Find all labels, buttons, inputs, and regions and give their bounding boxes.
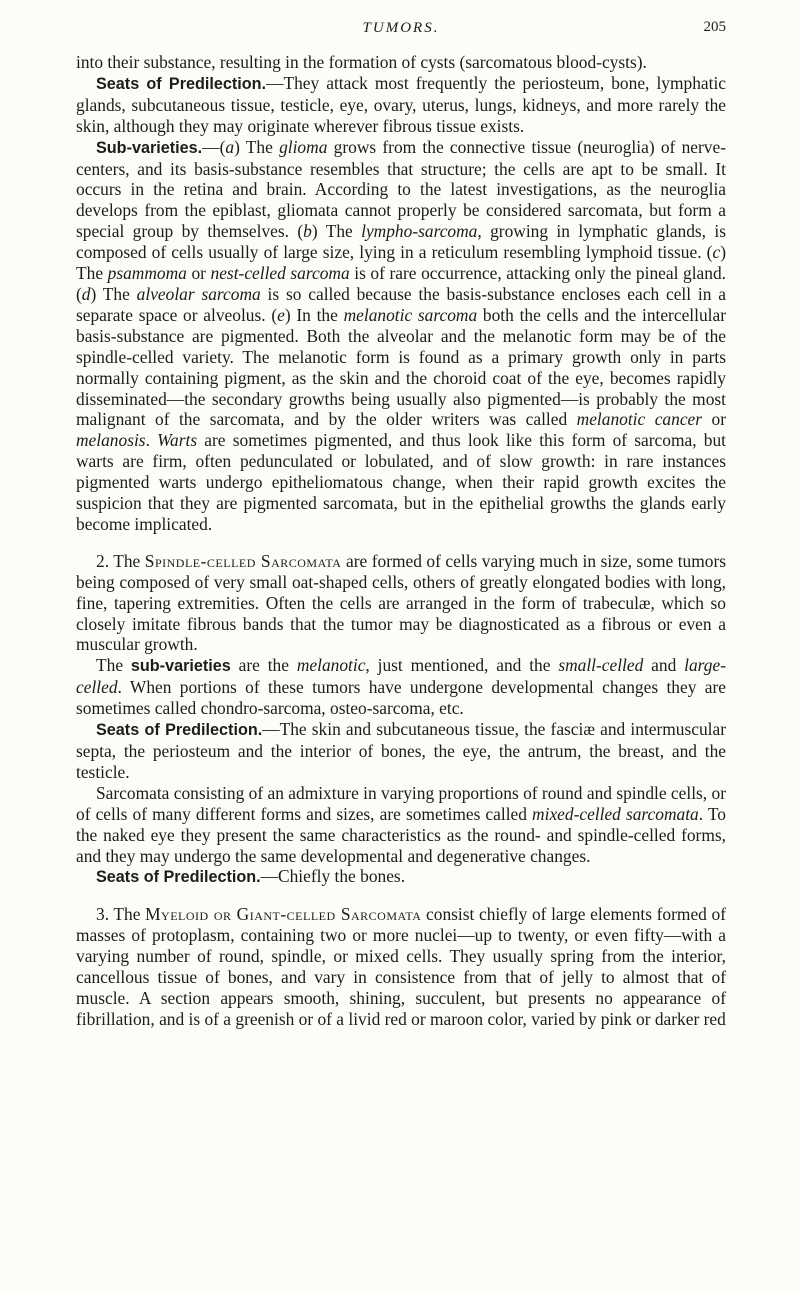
text-run: . When portions of these tumors have undergone developmental changes they are sometimes called chondro-sarcoma, osteo-sarcoma, etc. bbox=[76, 677, 726, 719]
italic-term: b bbox=[303, 221, 312, 242]
italic-term: e bbox=[277, 304, 285, 325]
text-run: is of rare occurrence, attacking only the pineal gland. ( bbox=[76, 263, 726, 304]
small-caps-heading: Myeloid or Giant-celled Sarcomata bbox=[145, 904, 422, 925]
text-run: grows from the connective tissue (neuroglia) of nerve-centers, and its basis-substance resembles that structure; the cells are apt to be small. It occurs in the retina and brain. According to the latest investigations, as the neuroglia develops from the epiblast, gliomata cannot properly be considered sarcomata, but form a special group by themselves. ( bbox=[76, 136, 726, 242]
text-run: or bbox=[702, 409, 726, 430]
body-text bbox=[76, 52, 726, 1030]
text-run: —Chiefly the bones. bbox=[260, 866, 406, 887]
paragraph-cyst-formation bbox=[76, 52, 726, 73]
run-in-heading: Seats of Predilection. bbox=[96, 868, 261, 887]
run-in-heading: Seats of Predilection. bbox=[96, 74, 267, 93]
text-run: ) The bbox=[76, 242, 726, 284]
text-run: —( bbox=[202, 136, 226, 157]
paragraph-myeloid-sarcomata bbox=[76, 904, 726, 1029]
text-run: 3. The bbox=[96, 904, 146, 925]
running-title: TUMORS. bbox=[362, 20, 440, 36]
text-run: are formed of cells varying much in size, some tumors being composed of very small oat-shaped cells, others of greatly elongated bodies with long, fine, tapering extremities. Often the cells are arranged in the form of trabeculæ, which so closely imitate fibrous bands that the tumor may be diagnosticated as a fibrous or even a muscular growth. bbox=[76, 550, 726, 655]
paragraph-mixed-celled-sarcomata bbox=[76, 783, 726, 867]
paragraph-spindle-seats-of-predilection bbox=[76, 719, 726, 783]
italic-term: d bbox=[81, 283, 91, 304]
italic-term: alveolar sarcoma bbox=[136, 283, 261, 304]
text-run: both the cells and the intercellular basis-substance are pigmented. Both the alveolar and the melanotic form may be of the spindle-celled variety. The melanotic form is found as a primary growth only in parts normally containing pigment, as the skin and the choroid coat of the eye, becomes rapidly disseminated—the secondary growths being usually also pigmented—is probably the most malignant of the sarcomata, and by the older writers was called bbox=[76, 304, 726, 430]
italic-term: lympho-sarcoma bbox=[361, 221, 478, 242]
text-run: and bbox=[643, 655, 685, 676]
italic-term: c bbox=[712, 242, 721, 263]
italic-term: melanotic sarcoma bbox=[343, 304, 478, 325]
text-run: or bbox=[186, 263, 211, 284]
italic-term: melanotic bbox=[296, 655, 366, 676]
italic-term: mixed-celled sarcomata bbox=[532, 803, 699, 824]
italic-term: Warts bbox=[157, 430, 198, 451]
text-run: are sometimes pigmented, and thus look like this form of sarcoma, but warts are firm, often pedunculated or lobulated, and of slow growth: in rare instances pigmented warts undergo epitheliomatous change, when their rapid growth excites the suspicion that they are pigmented sarcomata, but in the epithelial growths the glands early become implicated. bbox=[76, 430, 726, 534]
run-in-heading: Sub-varieties. bbox=[96, 138, 203, 157]
text-run: ) The bbox=[234, 136, 280, 157]
page-number: 205 bbox=[703, 19, 726, 35]
text-run: ) The bbox=[90, 283, 137, 304]
text-run: consist chiefly of large elements formed of masses of protoplasm, containing two or more nuclei—up to twenty, or even fifty—with a varying number of round, spindle, or mixed cells. They usually spring from the interior, cancellous tissue of bones, and vary in consistence from that of jelly to almost that of muscle. A section appears smooth, shining, succulent, but presents no appearance of fibrillation, and is of a greenish or of a livid red or maroon color, varied by pink or darker red bbox=[76, 904, 727, 1029]
italic-term: glioma bbox=[279, 136, 328, 157]
text-run: 2. The bbox=[96, 550, 145, 571]
text-run: is so called because the basis-substance encloses each cell in a separate space or alveolus. ( bbox=[76, 283, 726, 325]
text-run: are the bbox=[230, 655, 297, 676]
text-run: Sarcomata consisting of an admixture in varying proportions of round and spindle cells, or of cells of many different forms and sizes, are sometimes called bbox=[76, 782, 726, 824]
italic-term: small-celled bbox=[558, 655, 644, 676]
italic-term: a bbox=[225, 136, 235, 157]
text-run: ) In the bbox=[284, 304, 344, 325]
italic-term: melanosis bbox=[76, 430, 146, 451]
run-in-heading: sub-varieties bbox=[130, 657, 231, 676]
paragraph-spindle-celled-sarcomata bbox=[76, 551, 726, 656]
text-run: ) The bbox=[311, 221, 362, 242]
text-run: —They attack most frequently the periosteum, bone, lymphatic glands, subcutaneous tissue, testicle, eye, ovary, uterus, lungs, kidneys, and more rarely the skin, although they may originate wherever fibrous tissue exists. bbox=[76, 72, 726, 136]
text-run: . To the naked eye they present the same characteristics as the round- and spindle-celled forms, and they may undergo the same developmental and degenerative changes. bbox=[76, 803, 726, 866]
page-header bbox=[76, 0, 726, 52]
italic-term: nest-celled sarcoma bbox=[210, 263, 350, 284]
italic-term: psammoma bbox=[107, 263, 187, 284]
text-run: The bbox=[96, 655, 131, 676]
italic-term: large-celled bbox=[76, 655, 726, 698]
text-run: —The skin and subcutaneous tissue, the fasciæ and intermuscular septa, the periosteum and the interior of bones, the eye, the antrum, the breast, and the testicle. bbox=[76, 719, 726, 782]
text-run: , growing in lymphatic glands, is composed of cells usually of large size, lying in a reticulum resembling lymphoid tissue. ( bbox=[76, 221, 726, 263]
run-in-heading: Seats of Predilection. bbox=[96, 721, 263, 740]
paragraph-mixed-seats-of-predilection bbox=[76, 866, 726, 888]
paragraph-seats-of-predilection bbox=[76, 73, 726, 137]
text-run: into their substance, resulting in the formation of cysts (sarcomatous blood-cysts). bbox=[76, 52, 647, 72]
paragraph-sub-varieties bbox=[76, 137, 726, 535]
text-run: , just mentioned, and the bbox=[365, 655, 559, 676]
text-run: . bbox=[145, 430, 158, 451]
paragraph-spindle-sub-varieties bbox=[76, 655, 726, 719]
small-caps-heading: Spindle-celled Sarcomata bbox=[144, 550, 342, 571]
italic-term: melanotic cancer bbox=[576, 409, 703, 430]
